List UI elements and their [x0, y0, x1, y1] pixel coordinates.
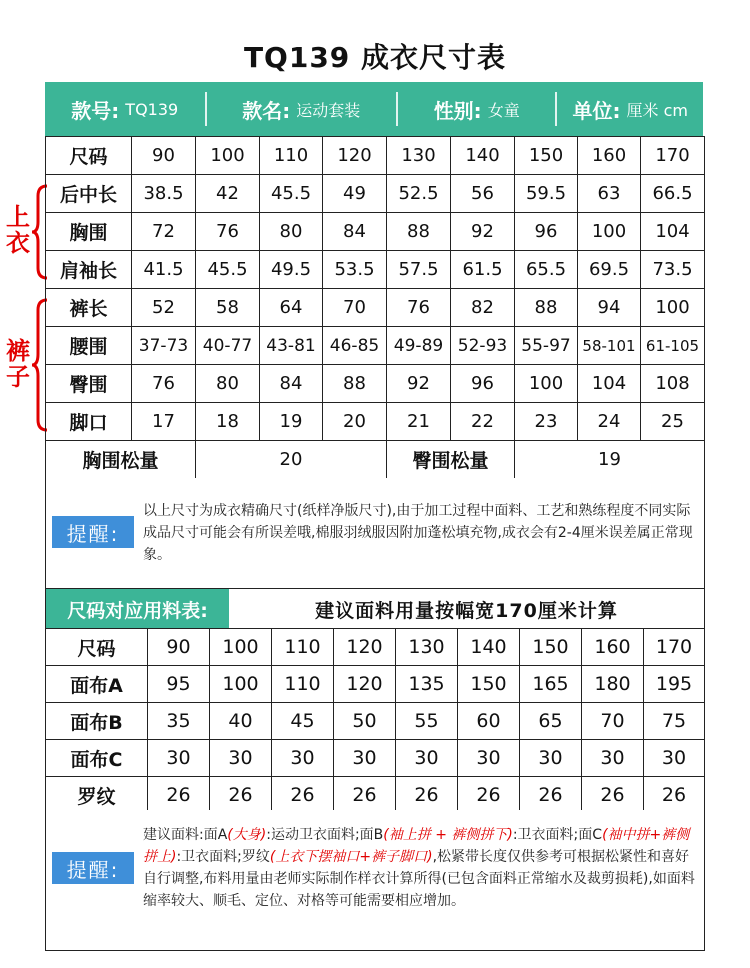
- value-cell: 18: [196, 403, 260, 441]
- size-cell: 170: [641, 137, 705, 175]
- fabric-tag: 尺码对应用料表:: [46, 589, 229, 629]
- style-no-label: 款号:: [71, 98, 120, 123]
- ease-row: [46, 441, 705, 479]
- value-cell: 35: [148, 703, 210, 740]
- row-label: 裤长: [46, 289, 132, 327]
- row-label: 腰围: [46, 327, 132, 365]
- style-name-value: 运动套装: [296, 100, 361, 120]
- header-cell: 尺码: [46, 137, 132, 175]
- value-cell: 88: [515, 289, 578, 327]
- value-cell: 49.5: [260, 251, 323, 289]
- value-cell: 61-105: [641, 327, 705, 365]
- note-highlight: (大身): [227, 827, 267, 843]
- note-box-2: [45, 810, 705, 951]
- value-cell: 40-77: [196, 327, 260, 365]
- value-cell: 30: [582, 740, 644, 777]
- note-highlight: (袖上拼 + 裤侧拼下): [383, 827, 513, 843]
- info-band: [45, 82, 703, 136]
- fabric-header: [45, 588, 705, 629]
- value-cell: 53.5: [323, 251, 387, 289]
- size-cell: 130: [387, 137, 451, 175]
- value-cell: 30: [644, 740, 705, 777]
- value-cell: 70: [582, 703, 644, 740]
- value-cell: 100: [578, 213, 641, 251]
- value-cell: 45: [272, 703, 334, 740]
- table-row: [46, 365, 705, 403]
- note-highlight: (袖中拼+裤侧拼上): [143, 827, 690, 865]
- size-cell: 90: [148, 629, 210, 666]
- value-cell: 84: [260, 365, 323, 403]
- row-label: 肩袖长: [46, 251, 132, 289]
- row-label: 后中长: [46, 175, 132, 213]
- value-cell: 52-93: [451, 327, 515, 365]
- unit: [557, 82, 703, 136]
- value-cell: 22: [451, 403, 515, 441]
- value-cell: 43-81: [260, 327, 323, 365]
- value-cell: 75: [644, 703, 705, 740]
- hip-ease-value: 19: [515, 441, 705, 479]
- value-cell: 46-85: [323, 327, 387, 365]
- note-text-part: ,松紧带长度仅供参考可根据松紧性和喜好自行调整,布料用量由老师实际制作样衣计算所得(已包含面料正常缩水及裁剪损耗),如面料缩率较大、顺毛、定位、对格等可能需要相应增加。: [143, 849, 695, 909]
- size-cell: 100: [210, 629, 272, 666]
- value-cell: 52.5: [387, 175, 451, 213]
- table-row: [46, 740, 705, 777]
- note-highlight: (上衣下摆袖口+裤子脚口): [269, 849, 433, 865]
- size-cell: 120: [334, 629, 396, 666]
- value-cell: 96: [451, 365, 515, 403]
- value-cell: 30: [272, 740, 334, 777]
- value-cell: 58-101: [578, 327, 641, 365]
- size-table: [45, 136, 705, 479]
- reminder-text-2: [143, 824, 695, 912]
- value-cell: 37-73: [132, 327, 196, 365]
- value-cell: 104: [641, 213, 705, 251]
- value-cell: 100: [210, 666, 272, 703]
- value-cell: 26: [458, 777, 520, 814]
- value-cell: 26: [334, 777, 396, 814]
- table-row: [46, 327, 705, 365]
- value-cell: 30: [334, 740, 396, 777]
- value-cell: 88: [387, 213, 451, 251]
- value-cell: 180: [582, 666, 644, 703]
- value-cell: 23: [515, 403, 578, 441]
- value-cell: 45.5: [260, 175, 323, 213]
- value-cell: 92: [387, 365, 451, 403]
- size-cell: 170: [644, 629, 705, 666]
- value-cell: 76: [132, 365, 196, 403]
- size-cell: 160: [582, 629, 644, 666]
- value-cell: 110: [272, 666, 334, 703]
- value-cell: 26: [210, 777, 272, 814]
- row-label: 胸围: [46, 213, 132, 251]
- value-cell: 150: [458, 666, 520, 703]
- value-cell: 69.5: [578, 251, 641, 289]
- value-cell: 100: [641, 289, 705, 327]
- value-cell: 63: [578, 175, 641, 213]
- value-cell: 30: [396, 740, 458, 777]
- size-cell: 140: [458, 629, 520, 666]
- value-cell: 88: [323, 365, 387, 403]
- value-cell: 80: [196, 365, 260, 403]
- gender-value: 女童: [487, 100, 520, 120]
- value-cell: 195: [644, 666, 705, 703]
- table-row: [46, 213, 705, 251]
- style-name-label: 款名:: [242, 98, 291, 123]
- value-cell: 26: [520, 777, 582, 814]
- value-cell: 30: [458, 740, 520, 777]
- table-row: [46, 703, 705, 740]
- value-cell: 58: [196, 289, 260, 327]
- fabric-table: [45, 628, 705, 814]
- value-cell: 100: [515, 365, 578, 403]
- value-cell: 38.5: [132, 175, 196, 213]
- value-cell: 65.5: [515, 251, 578, 289]
- value-cell: 66.5: [641, 175, 705, 213]
- value-cell: 24: [578, 403, 641, 441]
- row-label: 罗纹: [46, 777, 148, 814]
- value-cell: 95: [148, 666, 210, 703]
- value-cell: 72: [132, 213, 196, 251]
- table-row: [46, 289, 705, 327]
- size-cell: 110: [260, 137, 323, 175]
- hip-ease-label: 臀围松量: [387, 441, 515, 479]
- value-cell: 80: [260, 213, 323, 251]
- value-cell: 30: [210, 740, 272, 777]
- value-cell: 30: [148, 740, 210, 777]
- size-cell: 160: [578, 137, 641, 175]
- value-cell: 165: [520, 666, 582, 703]
- table-row: [46, 666, 705, 703]
- size-cell: 130: [396, 629, 458, 666]
- value-cell: 49-89: [387, 327, 451, 365]
- gender: [398, 82, 556, 136]
- value-cell: 17: [132, 403, 196, 441]
- size-cell: 90: [132, 137, 196, 175]
- value-cell: 20: [323, 403, 387, 441]
- reminder-badge: 提醒:: [52, 516, 134, 548]
- value-cell: 82: [451, 289, 515, 327]
- value-cell: 45.5: [196, 251, 260, 289]
- row-label: 臀围: [46, 365, 132, 403]
- value-cell: 104: [578, 365, 641, 403]
- style-name: [207, 82, 396, 136]
- value-cell: 76: [196, 213, 260, 251]
- value-cell: 55-97: [515, 327, 578, 365]
- value-cell: 26: [148, 777, 210, 814]
- value-cell: 50: [334, 703, 396, 740]
- value-cell: 49: [323, 175, 387, 213]
- size-cell: 110: [272, 629, 334, 666]
- table-row: [46, 251, 705, 289]
- value-cell: 41.5: [132, 251, 196, 289]
- fabric-desc: 建议面料用量按幅宽170厘米计算: [315, 599, 618, 622]
- pants-group-label: 裤子: [6, 337, 30, 391]
- value-cell: 61.5: [451, 251, 515, 289]
- row-label: 面布B: [46, 703, 148, 740]
- value-cell: 59.5: [515, 175, 578, 213]
- reminder-badge-2: 提醒:: [52, 852, 134, 884]
- style-no-value: TQ139: [125, 99, 179, 119]
- value-cell: 26: [396, 777, 458, 814]
- value-cell: 120: [334, 666, 396, 703]
- value-cell: 92: [451, 213, 515, 251]
- value-cell: 30: [520, 740, 582, 777]
- note-text-part: :卫衣面料;罗纹: [176, 849, 270, 865]
- header-cell: 尺码: [46, 629, 148, 666]
- note-text-part: :运动卫衣面料;面B: [266, 827, 384, 843]
- value-cell: 56: [451, 175, 515, 213]
- row-label: 面布A: [46, 666, 148, 703]
- value-cell: 42: [196, 175, 260, 213]
- top-group-label: 上衣: [6, 203, 30, 257]
- size-cell: 100: [196, 137, 260, 175]
- size-cell: 120: [323, 137, 387, 175]
- value-cell: 21: [387, 403, 451, 441]
- size-cell: 150: [520, 629, 582, 666]
- value-cell: 65: [520, 703, 582, 740]
- value-cell: 70: [323, 289, 387, 327]
- value-cell: 26: [582, 777, 644, 814]
- unit-value: 厘米 cm: [626, 100, 688, 120]
- page-title: TQ139 成衣尺寸表: [243, 41, 507, 74]
- style-no: [45, 82, 205, 136]
- value-cell: 55: [396, 703, 458, 740]
- value-cell: 135: [396, 666, 458, 703]
- value-cell: 73.5: [641, 251, 705, 289]
- chest-ease-value: 20: [196, 441, 387, 479]
- value-cell: 25: [641, 403, 705, 441]
- value-cell: 76: [387, 289, 451, 327]
- value-cell: 57.5: [387, 251, 451, 289]
- row-label: 脚口: [46, 403, 132, 441]
- value-cell: 26: [644, 777, 705, 814]
- table-row: [46, 777, 705, 814]
- note-text-part: :卫衣面料;面C: [512, 827, 603, 843]
- table-row: [46, 403, 705, 441]
- value-cell: 26: [272, 777, 334, 814]
- unit-label: 单位:: [572, 98, 621, 123]
- value-cell: 19: [260, 403, 323, 441]
- value-cell: 60: [458, 703, 520, 740]
- value-cell: 94: [578, 289, 641, 327]
- table-header-row: [46, 629, 705, 666]
- value-cell: 84: [323, 213, 387, 251]
- value-cell: 40: [210, 703, 272, 740]
- row-label: 面布C: [46, 740, 148, 777]
- value-cell: 108: [641, 365, 705, 403]
- table-row: [46, 175, 705, 213]
- note-box-1: [45, 478, 705, 589]
- value-cell: 64: [260, 289, 323, 327]
- size-cell: 150: [515, 137, 578, 175]
- chest-ease-label: 胸围松量: [46, 441, 196, 479]
- note-text-part: 建议面料:面A: [143, 827, 228, 843]
- gender-label: 性别:: [433, 98, 482, 123]
- reminder-text: 以上尺寸为成衣精确尺寸(纸样净版尺寸),由于加工过程中面料、工艺和熟练程度不同实际成品尺寸可能会有所误差哦,棉服羽绒服因附加蓬松填充物,成衣会有2-4厘米误差属正常现象。: [143, 503, 693, 563]
- table-header-row: [46, 137, 705, 175]
- value-cell: 96: [515, 213, 578, 251]
- value-cell: 52: [132, 289, 196, 327]
- size-cell: 140: [451, 137, 515, 175]
